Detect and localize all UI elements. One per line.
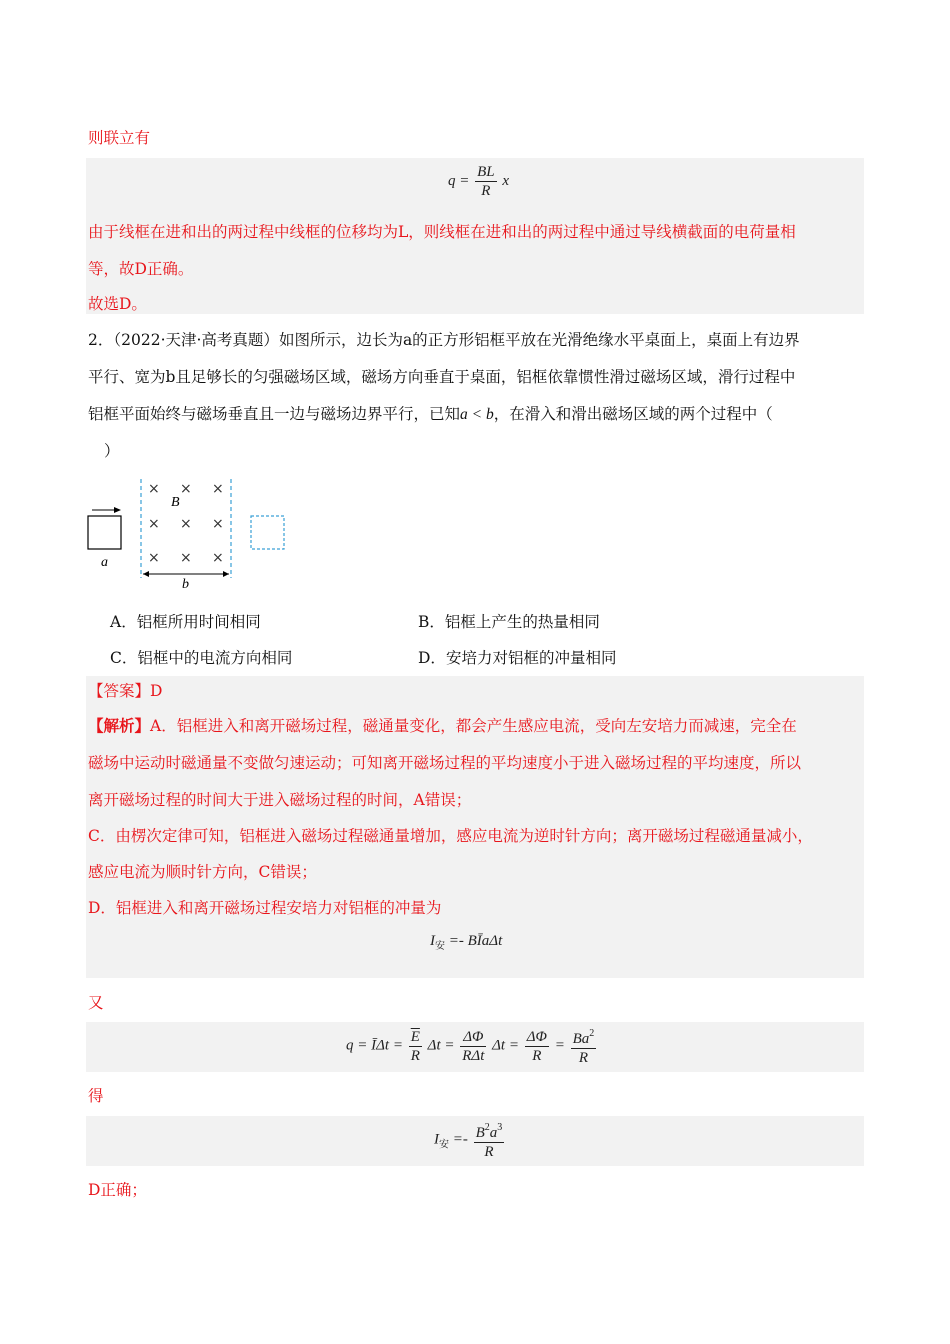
field-cross: × [180,516,192,532]
field-cross: × [148,481,160,497]
field-cross: × [180,550,192,566]
field-cross: × [212,481,224,497]
analysis-d-line-1: D．铝框进入和离开磁场过程安培力对铝框的冲量为 [88,899,442,917]
answer-line: 【答案】D [88,682,163,700]
option-c[interactable]: C．铝框中的电流方向相同 [110,649,293,667]
option-a[interactable]: A．铝框所用时间相同 [110,613,261,631]
magnetic-field-figure [84,474,294,594]
option-d[interactable]: D．安培力对铝框的冲量相同 [418,649,617,667]
field-cross: × [180,481,192,497]
question-line-2: 平行、宽为b且足够长的匀强磁场区域，磁场方向垂直于桌面，铝框依靠惯性滑过磁场区域，滑行过程中 [88,368,796,386]
question-source: （2022·天津·高考真题） [113,331,279,349]
question-line-3: 铝框平面始终与磁场垂直且一边与磁场边界平行，已知a < b，在滑入和滑出磁场区域的两个过程中（ [88,405,773,423]
formula-impulse-result: $I_安$ =- $\frac{B^2a^3}{R}$ [434,1119,506,1161]
analysis-a-line-1: 【解析】A．铝框进入和离开磁场过程，磁通量变化，都会产生感应电流，受向左安培力而减速，完全在 [88,716,797,735]
analysis-a-line-2: 磁场中运动时磁通量不变做匀速运动；可知离开磁场过程的平均速度小于进入磁场过程的平均速度，所以 [88,754,802,772]
field-cross: × [148,550,160,566]
question-number: 2． [88,331,114,349]
condition-a-lt-b: a < b [460,406,494,423]
solution-choice: 故选D。 [88,295,147,313]
solution-text-line-2: 等，故D正确。 [88,260,194,278]
field-cross: × [212,550,224,566]
solution-text-line-1: 由于线框在进和出的两过程中线框的位移均为L，则线框在进和出的两过程中通过导线横截面的电荷量相 [88,223,796,241]
formula-impulse: $I_安$ =- BĪaΔt [430,933,503,952]
formula-q-bl: q = $\frac{BL}{R}$ x [448,164,510,199]
field-cross: × [212,516,224,532]
option-b[interactable]: B．铝框上产生的热量相同 [418,613,600,631]
field-label-b: B [171,495,180,510]
question-line-1: 2．（2022·天津·高考真题）如图所示，边长为a的正方形铝框平放在光滑绝缘水平桌面上，桌面上有边界 [88,331,800,349]
analysis-a-line-3: 离开磁场过程的时间大于进入磁场过程的时间，A错误； [88,791,472,809]
question-line-4: ） [104,442,120,460]
side-label-a: a [101,555,108,570]
frame-exit-position [251,516,284,549]
intro-text: 则联立有 [88,129,151,147]
formula-charge: q = ĪΔt = $\frac{\overline{E}}{R}$ Δt = $\frac{\Delta\Phi}{\text{RΔt}}$ Δt = $\frac{\Delta\Phi}{R}$ = $\frac{Ba^2}{R}$ [346,1025,598,1067]
text-you: 又 [88,994,104,1012]
text-de: 得 [88,1087,104,1105]
aluminum-frame [88,516,121,549]
width-label-b: b [182,577,189,592]
analysis-c-line-2: 感应电流为顺时针方向，C错误； [88,863,317,881]
analysis-c-line-1: C．由楞次定律可知，铝框进入磁场过程磁通量增加，感应电流为逆时针方向；离开磁场过程磁通量减小， [88,827,813,845]
velocity-arrow-head [114,507,121,513]
final-statement: D正确； [88,1181,147,1199]
field-cross: × [148,516,160,532]
